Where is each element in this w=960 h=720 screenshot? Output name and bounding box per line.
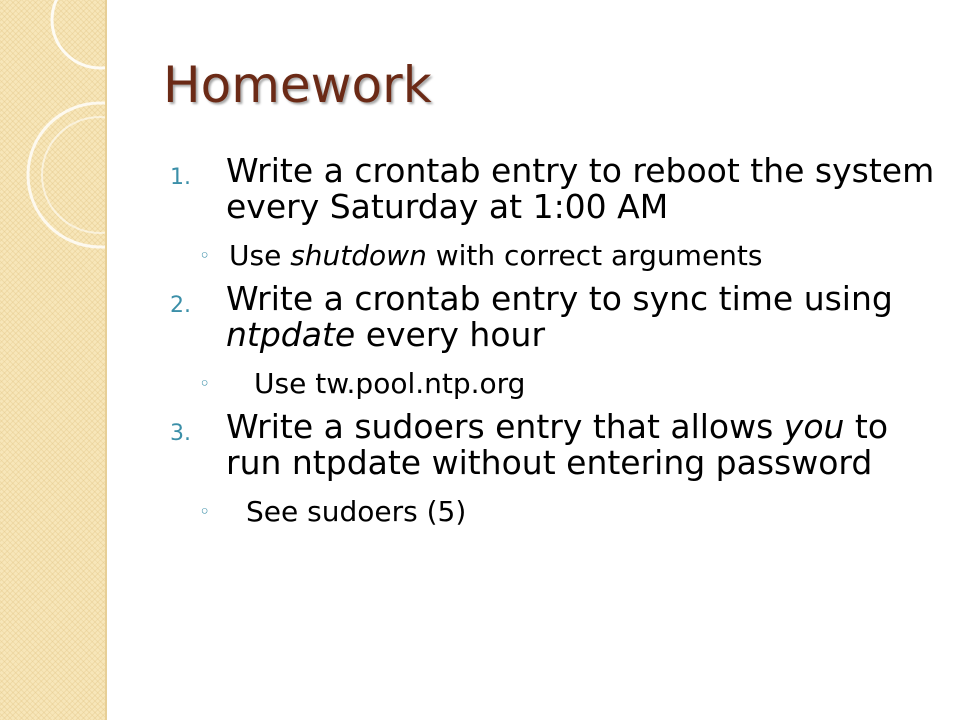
- bullet-icon: ◦: [199, 501, 211, 523]
- item-number: 3.: [170, 421, 191, 446]
- item-number: 2.: [170, 293, 191, 318]
- decorative-circles: [0, 0, 105, 720]
- slide-title: Homework: [163, 56, 432, 114]
- homework-list: [166, 153, 936, 529]
- list-item-1: [166, 153, 936, 225]
- bullet-icon: ◦: [199, 373, 211, 395]
- decorative-side-band: [0, 0, 107, 720]
- item-text: Write a crontab entry to sync time using ntpdate every hour: [226, 279, 893, 354]
- item-number: 1.: [170, 165, 191, 190]
- bullet-icon: ◦: [199, 245, 211, 267]
- sub-item-2: [166, 367, 936, 401]
- sub-item-text: See sudoers (5): [246, 495, 467, 528]
- item-text: Write a crontab entry to reboot the system every Saturday at 1:00 AM: [226, 151, 935, 226]
- list-item-2: [166, 281, 936, 353]
- item-text: Write a sudoers entry that allows you to run ntpdate without entering password: [226, 407, 889, 482]
- list-item-3: [166, 409, 936, 481]
- sub-item-text: Use shutdown with correct arguments: [229, 239, 763, 272]
- sub-item-3: [166, 495, 936, 529]
- sub-item-1: [166, 239, 936, 273]
- sub-item-text: Use tw.pool.ntp.org: [254, 367, 526, 400]
